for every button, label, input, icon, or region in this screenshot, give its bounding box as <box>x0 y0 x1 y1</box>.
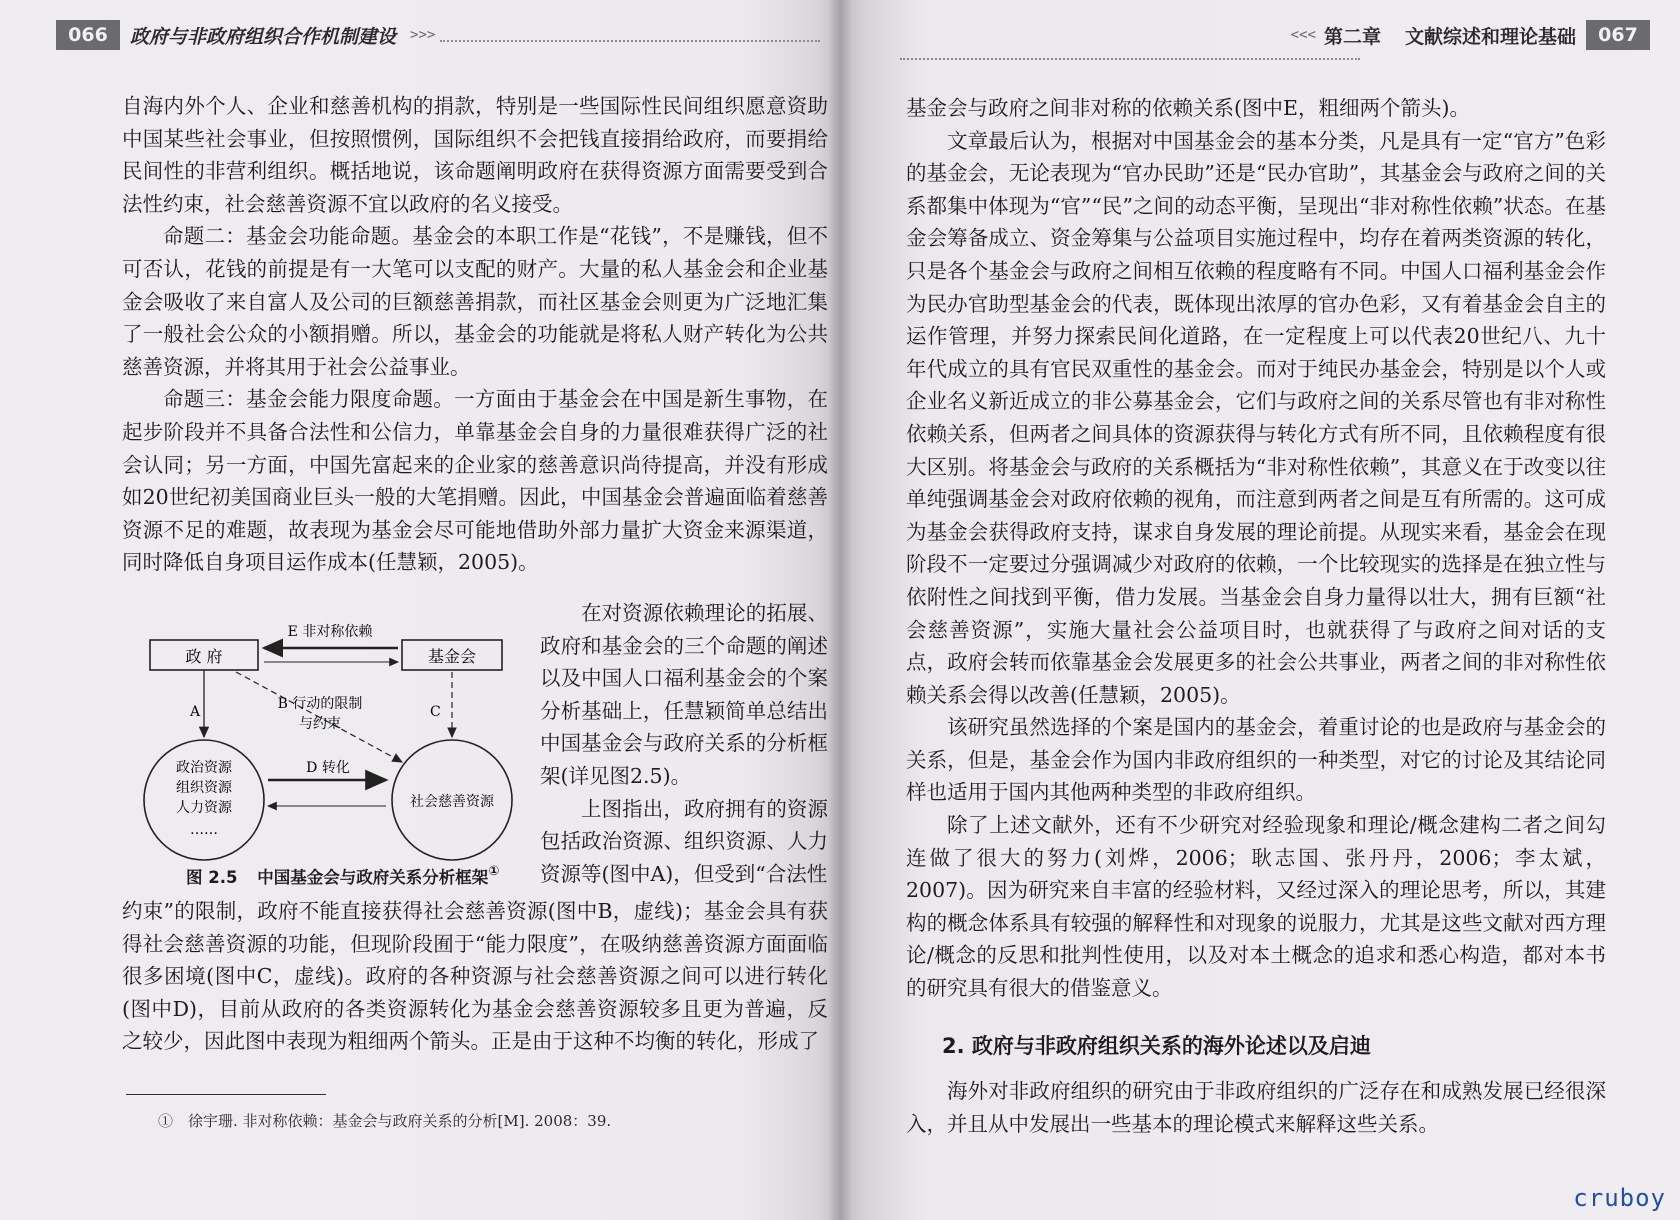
footnote-rule <box>126 1094 326 1095</box>
figure-title: 中国基金会与政府关系分析框架 <box>257 868 489 887</box>
paragraph: 命题三：基金会能力限度命题。一方面由于基金会在中国是新生事物，在起步阶段并不具备合法性和公信力，单靠基金会自身的力量很难获得广泛的社会认同；另一方面，中国先富起来的企业家的慈善意识尚待提高，并没有形成如20世纪初美国商业巨头一般的大笔捐赠。因此，中国基金会普遍面临着慈善资源不足的难题，故表现为基金会尽可能地借助外部力量扩大资金来源渠道，同时降低自身项目运作成本(任慧颖，2005)。 <box>122 387 828 575</box>
chapter-number: 第二章 <box>1323 25 1381 48</box>
label-b-line1: B 行动的限制 <box>277 696 363 712</box>
left-page-number: 066 <box>56 20 120 50</box>
right-header-rule <box>900 58 1360 60</box>
figure-caption <box>186 864 499 888</box>
label-a: A <box>190 704 201 720</box>
section-heading: 2. 政府与非政府组织关系的海外论述以及启迪 <box>942 1034 1371 1058</box>
framework-diagram <box>140 612 540 882</box>
left-bottom-text <box>122 895 828 1058</box>
label-b-line2: 与约束 <box>299 716 341 732</box>
right-header-arrows: <<< <box>1290 27 1316 43</box>
left-header-rule <box>440 40 820 42</box>
paragraph: 在对资源依赖理论的拓展、政府和基金会的三个命题的阐述以及中国人口福利基金会的个案分析基础上，任慧颖简单总结出中国基金会与政府关系的分析框架(详见图2.5)。 <box>540 601 828 788</box>
footnote: ① 徐宇珊. 非对称依赖：基金会与政府关系的分析[M]. 2008：39. <box>158 1112 612 1130</box>
right-page <box>840 0 1680 1220</box>
right-main-text <box>906 92 1606 1005</box>
paragraph: 海外对非政府组织的研究由于非政府组织的广泛存在和成熟发展已经很深入，并且从中发展出一些基本的理论模式来解释这些关系。 <box>906 1079 1606 1136</box>
paragraph: 该研究虽然选择的个案是国内的基金会，着重讨论的也是政府与基金会的关系，但是，基金会作为国内非政府组织的一种类型，对它的讨论及其结论同样也适用于国内其他两种类型的非政府组织。 <box>906 715 1606 805</box>
resource-item: 人力资源 <box>176 800 232 816</box>
book-gutter <box>828 0 852 1220</box>
left-main-text <box>122 90 828 579</box>
paragraph: 自海内外个人、企业和慈善机构的捐款，特别是一些国际性民间组织愿意资助中国某些社会事业，但按照惯例，国际组织不会把钱直接捐给政府，而要捐给民间性的非营利组织。概括地说，该命题阐明政府在获得资源方面需要受到合法性约束，社会慈善资源不宜以政府的名义接受。 <box>122 94 828 216</box>
running-title: 政府与非政府组织合作机制建设 <box>130 25 397 48</box>
resource-item: …… <box>190 822 218 838</box>
resource-item: 政治资源 <box>176 760 232 776</box>
left-header-arrows: >>> <box>410 27 436 43</box>
label-d: D 转化 <box>306 760 350 776</box>
right-header <box>1291 20 1650 50</box>
figure-footnote-mark: ① <box>488 864 500 879</box>
right-page-number: 067 <box>1586 20 1650 50</box>
paragraph: 上图指出，政府拥有的资源包括政治资源、组织资源、人力资源等(图中A)，但受到“合法性 <box>540 796 828 886</box>
resource-item: 组织资源 <box>176 780 232 796</box>
right-section-text <box>906 1075 1606 1140</box>
government-label: 政 府 <box>185 647 223 666</box>
figure-number: 图 2.5 <box>186 868 238 887</box>
left-header <box>56 20 435 50</box>
paragraph: 基金会与政府之间非对称的依赖关系(图中E，粗细两个箭头)。 <box>906 96 1470 120</box>
watermark: cruboy <box>1573 1184 1666 1212</box>
foundation-label: 基金会 <box>427 647 477 666</box>
label-e: E 非对称依赖 <box>287 624 373 640</box>
label-c: C <box>430 704 441 720</box>
paragraph: 除了上述文献外，还有不少研究对经验现象和理论/概念建构二者之间勾连做了很大的努力(刘烨，2006；耿志国、张丹丹，2006；李太斌，2007)。因为研究来自丰富的经验材料，又经过深入的理论思考，所以，其建构的概念体系具有较强的解释性和对现象的说服力，尤其是这些文献对西方理论/概念的反思和批判性使用，以及对本土概念的追求和悉心构造，都对本书的研究具有很大的借鉴意义。 <box>906 813 1606 1001</box>
paragraph: 命题二：基金会功能命题。基金会的本职工作是“花钱”，不是赚钱，但不可否认，花钱的前提是有一大笔可以支配的财产。大量的私人基金会和企业基金会吸收了来自富人及公司的巨额慈善捐款，而社区基金会则更为广泛地汇集了一般社会公众的小额捐赠。所以，基金会的功能就是将私人财产转化为公共慈善资源，并将其用于社会公益事业。 <box>122 224 828 379</box>
paragraph: 约束”的限制，政府不能直接获得社会慈善资源(图中B，虚线)；基金会具有获得社会慈善资源的功能，但现阶段囿于“能力限度”，在吸纳慈善资源方面面临很多困境(图中C，虚线)。政府的各种资源与社会慈善资源之间可以进行转化(图中D)，目前从政府的各类资源转化为基金会慈善资源较多且更为普遍，反之较少，因此图中表现为粗细两个箭头。正是由于这种不均衡的转化，形成了 <box>122 899 828 1054</box>
chapter-title: 文献综述和理论基础 <box>1404 25 1576 48</box>
charity-resources-label: 社会慈善资源 <box>410 794 494 810</box>
left-side-text <box>540 597 828 890</box>
paragraph: 文章最后认为，根据对中国基金会的基本分类，凡是具有一定“官方”色彩的基金会，无论表现为“官办民助”还是“民办官助”，其基金会与政府之间的关系都集中体现为“官”“民”之间的动态平衡，呈现出“非对称性依赖”状态。在基金会筹备成立、资金筹集与公益项目实施过程中，均存在着两类资源的转化，只是各个基金会与政府之间相互依赖的程度略有不同。中国人口福利基金会作为民办官助型基金会的代表，既体现出浓厚的官办色彩，又有着基金会自主的运作管理，并努力探索民间化道路，在一定程度上可以代表20世纪八、九十年代成立的具有官民双重性的基金会。而对于纯民办基金会，特别是以个人或企业名义新近成立的非公募基金会，它们与政府之间的关系尽管也有非对称性依赖关系，但两者之间具体的资源获得与转化方式有所不同，且依赖程度有很大区别。将基金会与政府的关系概括为“非对称性依赖”，其意义在于改变以往单纯强调基金会对政府依赖的视角，而注意到两者之间是互有所需的。这可成为基金会获得政府支持，谋求自身发展的理论前提。从现实来看，基金会在现阶段不一定要过分强调减少对政府的依赖，一个比较现实的选择是在独立性与依附性之间找到平衡，借力发展。当基金会自身力量得以壮大，拥有巨额“社会慈善资源”，实施大量社会公益项目时，也就获得了与政府之间对话的支点，政府会转而依靠基金会发展更多的社会公共事业，两者之间的非对称性依赖关系会得以改善(任慧颖，2005)。 <box>906 128 1606 707</box>
